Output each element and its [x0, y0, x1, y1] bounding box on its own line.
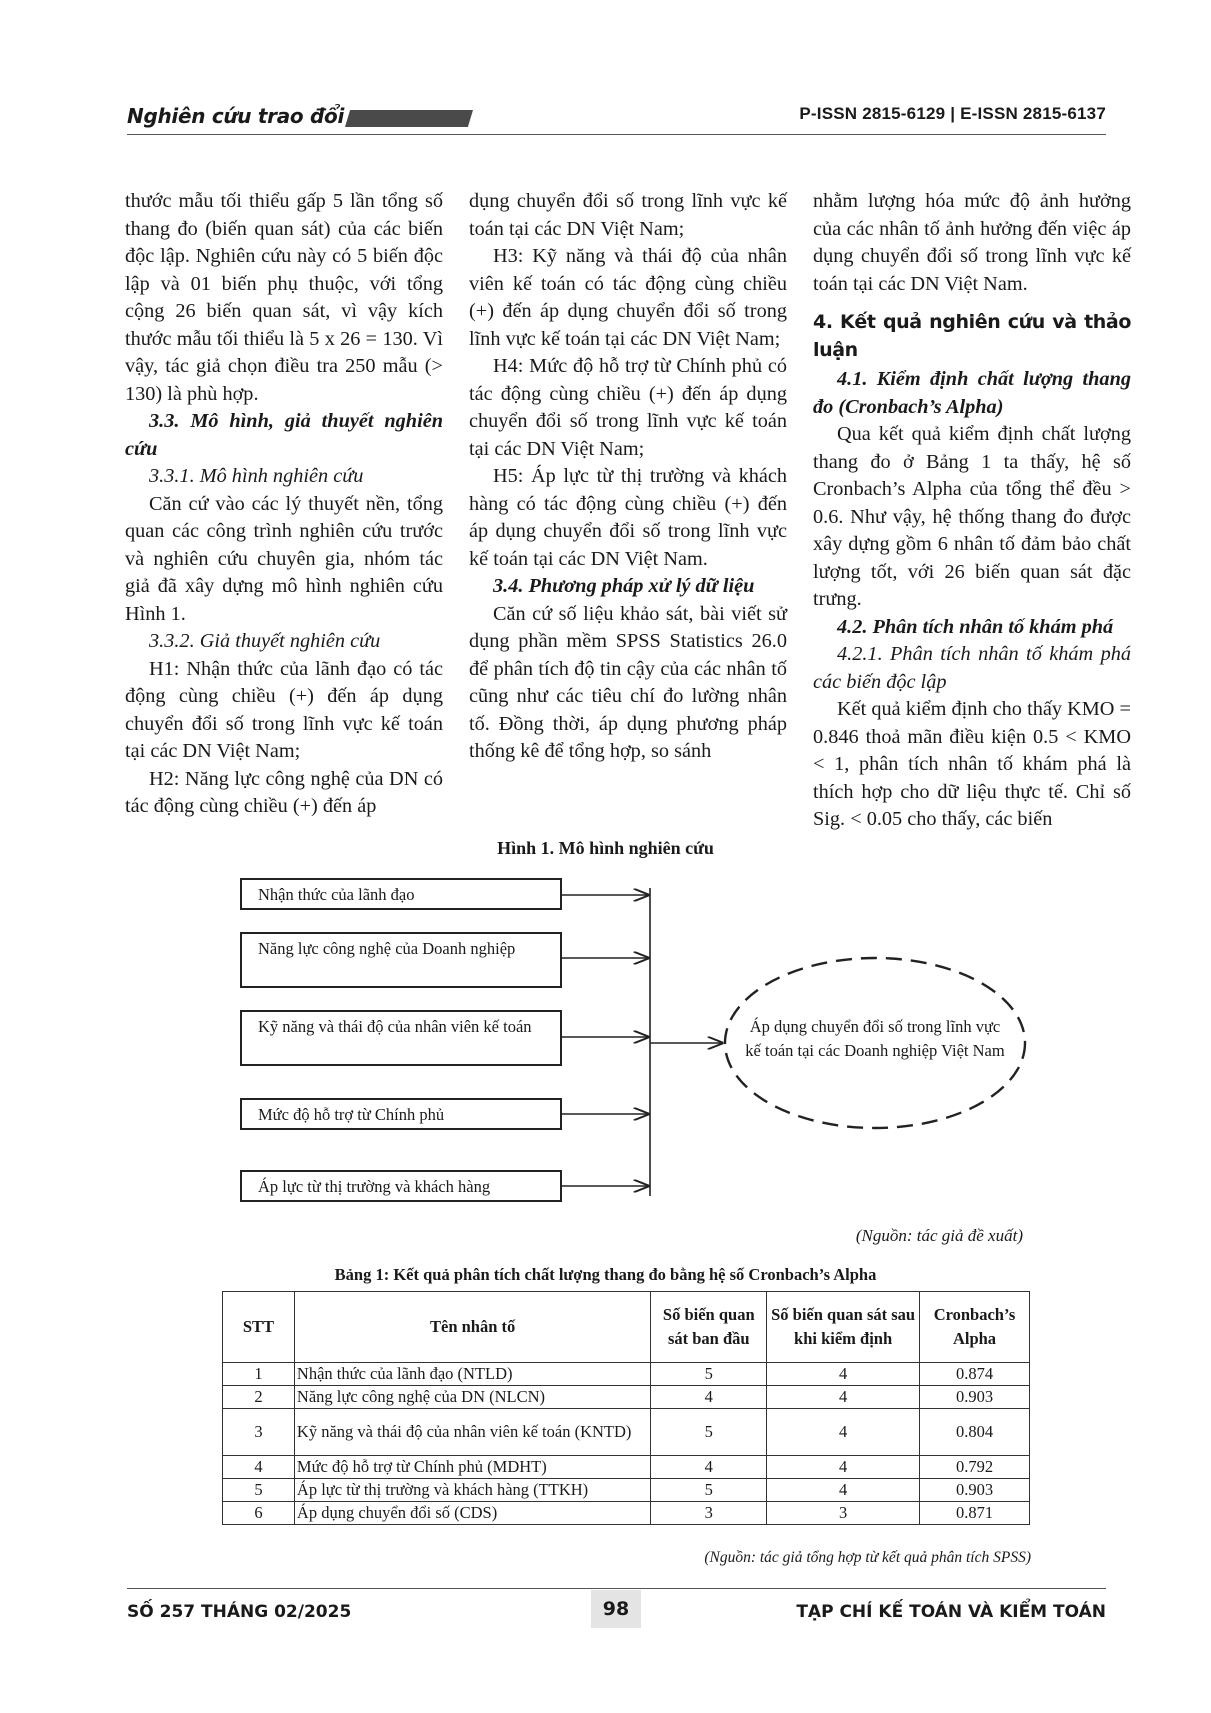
paragraph: Qua kết quả kiểm định chất lượng thang đo ở Bảng 1 ta thấy, hệ số Cronbach’s Alpha của tổng thể đều > 0.6. Như vậy, hệ thống thang đo được xây dựng gồm 6 nhân tố đảm bảo chất lượng tốt, với 26 biến quan sát đặc trưng. — [813, 423, 1131, 610]
journal-name: TẠP CHÍ KẾ TOÁN VÀ KIỂM TOÁN — [796, 1602, 1106, 1622]
cell: 6 — [223, 1502, 295, 1525]
heading-4: 4. Kết quả nghiên cứu và thảo luận — [813, 311, 1131, 361]
paragraph: Căn cứ vào các lý thuyết nền, tổng quan các công trình nghiên cứu trước và nghiên cứu chuyên gia, nhóm tác giả đã xây dựng mô hình nghiên cứu Hình 1. — [125, 492, 443, 625]
paragraph: nhằm lượng hóa mức độ ảnh hưởng của các nhân tố ảnh hưởng đến việc áp dụng chuyển đổi số trong lĩnh vực kế toán tại các DN Việt Nam. — [813, 190, 1131, 295]
heading-3-3-2: 3.3.2. Giả thuyết nghiên cứu — [149, 630, 381, 652]
cell: 4 — [767, 1386, 920, 1409]
paragraph: Kết quả kiểm định cho thấy KMO = 0.846 thoả mãn điều kiện 0.5 < KMO < 1, phân tích nhân tố khám phá là thích hợp cho dữ liệu thực tế. Chỉ số Sig. < 0.05 cho thấy, các biến — [813, 698, 1131, 830]
cell: 3 — [651, 1502, 767, 1525]
cell: 4 — [767, 1409, 920, 1456]
cell: Nhận thức của lãnh đạo (NTLD) — [294, 1363, 650, 1386]
table-row — [223, 1386, 1030, 1409]
cell: 5 — [651, 1363, 767, 1386]
heading-4-1: 4.1. Kiểm định chất lượng thang đo (Cronbach’s Alpha) — [813, 368, 1131, 418]
cell: 3 — [223, 1409, 295, 1456]
col-header: Tên nhân tố — [294, 1292, 650, 1363]
cell: 4 — [767, 1456, 920, 1479]
factor-box: Mức độ hỗ trợ từ Chính phủ — [240, 1098, 562, 1130]
issn-label: P-ISSN 2815-6129 | E-ISSN 2815-6137 — [799, 104, 1106, 123]
footer-rule — [127, 1588, 1106, 1589]
cell: Mức độ hỗ trợ từ Chính phủ (MDHT) — [294, 1456, 650, 1479]
cell: 5 — [651, 1479, 767, 1502]
hypothesis-h2-continued: dụng chuyển đổi số trong lĩnh vực kế toán tại các DN Việt Nam; — [469, 190, 787, 240]
section-title: Nghiên cứu trao đổi — [127, 104, 345, 128]
table-row — [223, 1502, 1030, 1525]
outcome-label: Áp dụng chuyển đổi số trong lĩnh vực kế toán tại các Doanh nghiệp Việt Nam — [745, 1017, 1005, 1060]
table-source: (Nguồn: tác giả tổng hợp từ kết quả phân tích SPSS) — [704, 1549, 1031, 1566]
issue-label: SỐ 257 THÁNG 02/2025 — [127, 1602, 352, 1622]
cell: 0.804 — [920, 1409, 1030, 1456]
cell: 5 — [223, 1479, 295, 1502]
cell: 5 — [651, 1409, 767, 1456]
factor-box: Năng lực công nghệ của Doanh nghiệp — [240, 932, 562, 988]
cell: 0.871 — [920, 1502, 1030, 1525]
cell: 4 — [651, 1456, 767, 1479]
cell: 1 — [223, 1363, 295, 1386]
col-header: Cronbach’s Alpha — [920, 1292, 1030, 1363]
cell: 4 — [223, 1456, 295, 1479]
hypothesis-h1: H1: Nhận thức của lãnh đạo có tác động cùng chiều (+) đến áp dụng chuyển đổi số trong lĩnh vực kế toán tại các DN Việt Nam; — [125, 657, 443, 762]
cell: Áp dụng chuyển đổi số (CDS) — [294, 1502, 650, 1525]
cell: 0.874 — [920, 1363, 1030, 1386]
page-number: 98 — [591, 1590, 641, 1628]
table-row — [223, 1409, 1030, 1456]
table-caption: Bảng 1: Kết quả phân tích chất lượng thang đo bằng hệ số Cronbach’s Alpha — [334, 1265, 877, 1284]
cell: 3 — [767, 1502, 920, 1525]
table-row — [223, 1479, 1030, 1502]
paragraph: thước mẫu tối thiểu gấp 5 lần tổng số thang đo (biến quan sát) của các biến độc lập. Nghiên cứu này có 5 biến độc lập và 01 biến phụ thuộc, với tổng cộng 26 biến quan sát, vì vậy kích thước mẫu tối thiểu là 5 x 26 = 130. Vì vậy, tác giả chọn điều tra 250 mẫu (> 130) là phù hợp. — [125, 190, 443, 405]
factor-box: Nhận thức của lãnh đạo — [240, 878, 562, 910]
hypothesis-h2: H2: Năng lực công nghệ của DN có tác động cùng chiều (+) đến áp — [125, 767, 443, 817]
figure-caption: Hình 1. Mô hình nghiên cứu — [497, 838, 714, 858]
table-row — [223, 1456, 1030, 1479]
col-header: STT — [223, 1292, 295, 1363]
heading-4-2: 4.2. Phân tích nhân tố khám phá — [837, 615, 1114, 638]
heading-3-4: 3.4. Phương pháp xử lý dữ liệu — [493, 575, 755, 597]
cell: 4 — [651, 1386, 767, 1409]
heading-3-3: 3.3. Mô hình, giả thuyết nghiên cứu — [125, 410, 443, 460]
cronbach-table — [222, 1291, 1030, 1525]
cell: 0.792 — [920, 1456, 1030, 1479]
cell: 4 — [767, 1479, 920, 1502]
hypothesis-h5: H5: Áp lực từ thị trường và khách hàng có tác động cùng chiều (+) đến áp dụng chuyển đổi số trong lĩnh vực kế toán tại các DN Việt Nam. — [469, 465, 787, 570]
heading-3-3-1: 3.3.1. Mô hình nghiên cứu — [149, 465, 364, 487]
col-header: Số biến quan sát sau khi kiểm định — [767, 1292, 920, 1363]
cell: Kỹ năng và thái độ của nhân viên kế toán (KNTD) — [294, 1409, 650, 1456]
paragraph: Căn cứ số liệu khảo sát, bài viết sử dụng phần mềm SPSS Statistics 26.0 để phân tích độ tin cậy của các nhân tố cũng như các tiêu chí đo lường nhân tố. Đồng thời, áp dụng phương pháp thống kê để tổng hợp, so sánh — [469, 602, 787, 762]
heading-4-2-1: 4.2.1. Phân tích nhân tố khám phá các biến độc lập — [813, 643, 1131, 693]
factor-box: Áp lực từ thị trường và khách hàng — [240, 1170, 562, 1202]
figure-source: (Nguồn: tác giả đề xuất) — [855, 1226, 1023, 1245]
table-header-row — [223, 1292, 1030, 1363]
cell: 0.903 — [920, 1386, 1030, 1409]
hypothesis-h3: H3: Kỹ năng và thái độ của nhân viên kế toán có tác động cùng chiều (+) đến áp dụng chuyển đổi số trong lĩnh vực kế toán tại các DN Việt Nam; — [469, 245, 787, 350]
factor-box: Kỹ năng và thái độ của nhân viên kế toán — [240, 1010, 562, 1066]
col-header: Số biến quan sát ban đầu — [651, 1292, 767, 1363]
cell: 2 — [223, 1386, 295, 1409]
cell: Năng lực công nghệ của DN (NLCN) — [294, 1386, 650, 1409]
cell: 0.903 — [920, 1479, 1030, 1502]
table-row — [223, 1363, 1030, 1386]
cell: 4 — [767, 1363, 920, 1386]
hypothesis-h4: H4: Mức độ hỗ trợ từ Chính phủ có tác động cùng chiều (+) đến áp dụng chuyển đổi số trong lĩnh vực kế toán tại các DN Việt Nam; — [469, 355, 787, 460]
cell: Áp lực từ thị trường và khách hàng (TTKH) — [294, 1479, 650, 1502]
